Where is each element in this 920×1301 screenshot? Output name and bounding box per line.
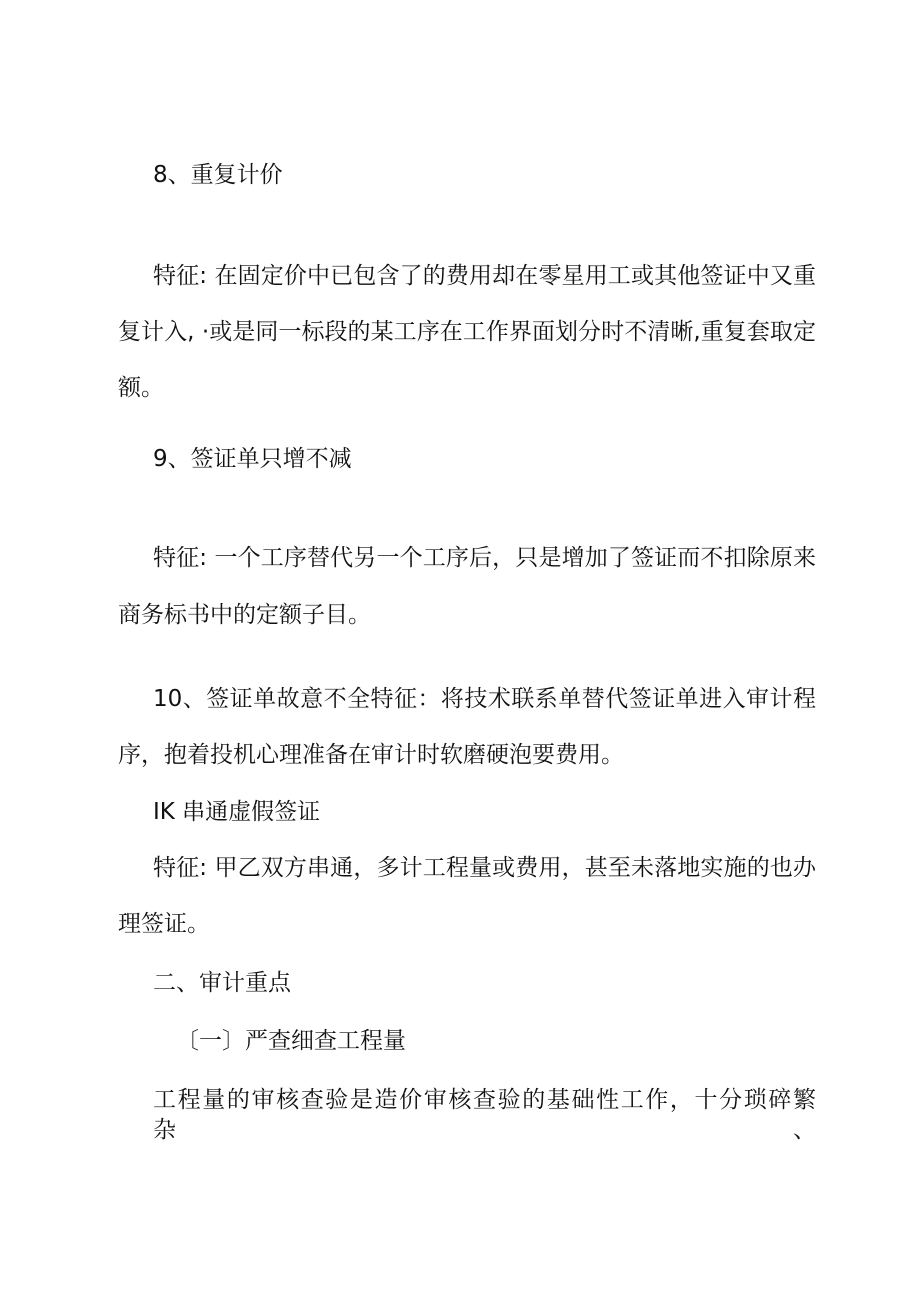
heading-repeat-pricing: 8、重复计价 xyxy=(153,162,283,188)
paragraph-line: 复计入, ·或是同一标段的某工序在工作界面划分时不清晰,重复套取定 xyxy=(118,319,816,345)
section-heading-audit-focus: 二、审计重点 xyxy=(153,970,291,996)
heading-visa-increase-only: 9、签证单只增不减 xyxy=(153,446,352,472)
paragraph-line: 工程量的审核查验是造价审核查验的基础性工作，十分琐碎繁杂、 xyxy=(153,1087,816,1143)
paragraph-line: 特征: 甲乙双方串通，多计工程量或费用，甚至未落地实施的也办 xyxy=(153,855,816,881)
paragraph-line: 序，抱着投机心理准备在审计时软磨硬泡要费用。 xyxy=(118,742,624,768)
paragraph-line: 额。 xyxy=(118,375,164,401)
subsection-heading-quantities: 〔一〕严查细查工程量 xyxy=(176,1028,406,1054)
paragraph-line: 10、签证单故意不全特征：将技术联系单替代签证单进入审计程 xyxy=(153,686,816,712)
paragraph-line: 商务标书中的定额子目。 xyxy=(118,602,371,628)
paragraph-line: 理签证。 xyxy=(118,911,210,937)
paragraph-line: 特征: 在固定价中已包含了的费用却在零星用工或其他签证中又重 xyxy=(153,263,816,289)
paragraph-line: 特征: 一个工序替代另一个工序后，只是增加了签证而不扣除原来 xyxy=(153,545,816,571)
heading-collusive-visa: IK 串通虚假签证 xyxy=(153,799,321,825)
